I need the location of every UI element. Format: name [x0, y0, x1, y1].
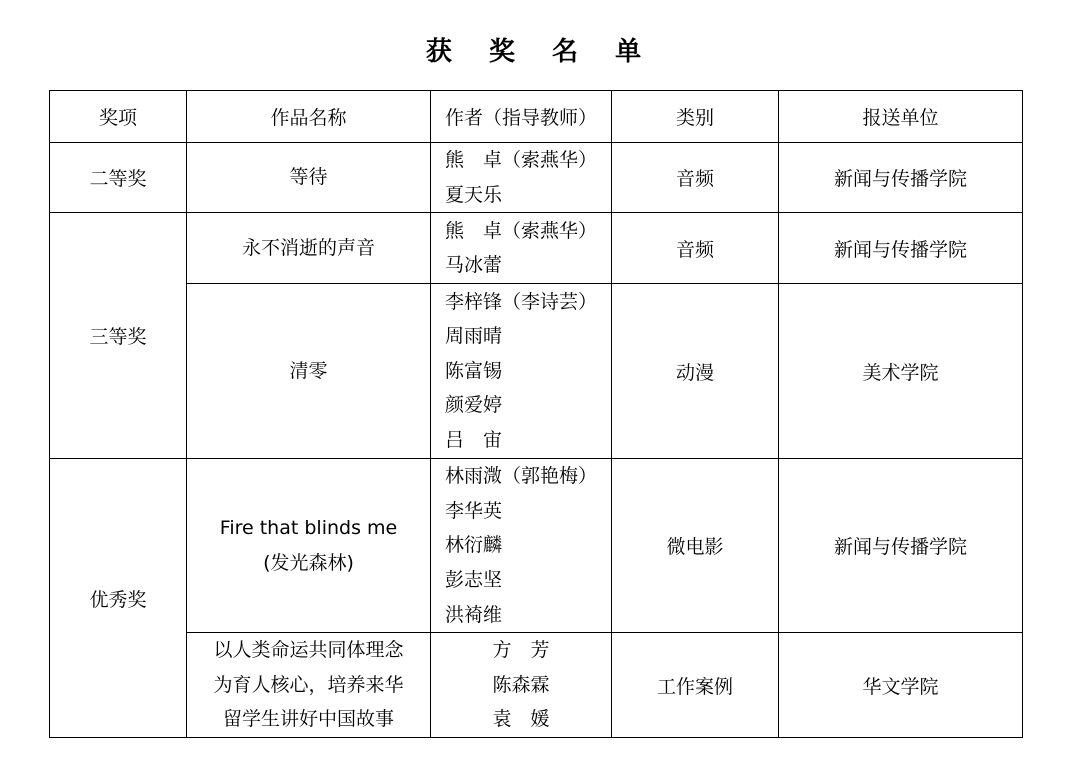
author-line: 袁 媛	[492, 708, 550, 731]
author-line: 方 芳	[492, 639, 550, 662]
category-cell: 工作案例	[612, 633, 779, 738]
table-row	[50, 633, 1023, 738]
author-line: 马冰蕾	[445, 254, 503, 277]
work-line: 为育人核心，培养来华	[213, 673, 404, 696]
work-line: Fire that blinds me	[219, 517, 398, 540]
author-cell	[431, 143, 612, 213]
work-cell	[187, 633, 431, 738]
author-line: 彭志坚	[445, 568, 503, 591]
author-cell	[431, 459, 612, 633]
author-line: 熊 卓（索燕华）	[445, 219, 598, 242]
work-cell	[187, 143, 431, 213]
table-row	[50, 143, 1023, 213]
author-line: 林雨溦（郭艳梅）	[445, 465, 598, 488]
author-line: 洪裿维	[445, 603, 503, 626]
category-cell: 音频	[612, 213, 779, 284]
author-cell	[431, 633, 612, 738]
work-line: (发光森林)	[263, 551, 354, 574]
unit-cell: 新闻与传播学院	[779, 143, 1023, 213]
author-line: 周雨晴	[445, 325, 503, 348]
header-work: 作品名称	[187, 91, 431, 143]
work-line: 永不消逝的声音	[241, 236, 375, 259]
header-row	[50, 91, 1023, 143]
award-cell: 二等奖	[50, 143, 187, 213]
author-line: 颜爱婷	[445, 394, 503, 417]
award-cell: 三等奖	[50, 213, 187, 459]
author-line: 熊 卓（索燕华）	[445, 149, 598, 171]
author-cell	[431, 213, 612, 284]
author-line: 陈富锡	[445, 359, 503, 382]
awards-table	[49, 90, 1023, 738]
author-line: 李梓锋（李诗芸）	[445, 290, 598, 313]
header-category: 类别	[612, 91, 779, 143]
work-cell	[187, 284, 431, 459]
author-line: 吕 宙	[445, 429, 503, 452]
work-line: 留学生讲好中国故事	[222, 708, 394, 731]
header-author: 作者（指导教师）	[431, 91, 612, 143]
work-line: 等待	[289, 166, 328, 189]
header-unit: 报送单位	[779, 91, 1023, 143]
table-row	[50, 459, 1023, 633]
author-line: 林衍麟	[445, 534, 503, 557]
author-line: 夏天乐	[445, 183, 503, 206]
author-line: 李华英	[445, 499, 503, 522]
author-cell	[431, 284, 612, 459]
table-row	[50, 213, 1023, 284]
work-cell	[187, 459, 431, 633]
category-cell: 动漫	[612, 284, 779, 459]
unit-cell: 新闻与传播学院	[779, 459, 1023, 633]
category-cell: 音频	[612, 143, 779, 213]
work-line: 以人类命运共同体理念	[213, 639, 404, 662]
page-title: 获 奖 名 单	[425, 37, 656, 67]
unit-cell: 新闻与传播学院	[779, 213, 1023, 284]
header-award: 奖项	[50, 91, 187, 143]
unit-cell: 美术学院	[779, 284, 1023, 459]
category-cell: 微电影	[612, 459, 779, 633]
award-cell: 优秀奖	[50, 459, 187, 738]
work-line: 清零	[289, 359, 328, 382]
unit-cell: 华文学院	[779, 633, 1023, 738]
work-cell	[187, 213, 431, 284]
author-line: 陈森霖	[492, 673, 550, 696]
table-row	[50, 284, 1023, 459]
